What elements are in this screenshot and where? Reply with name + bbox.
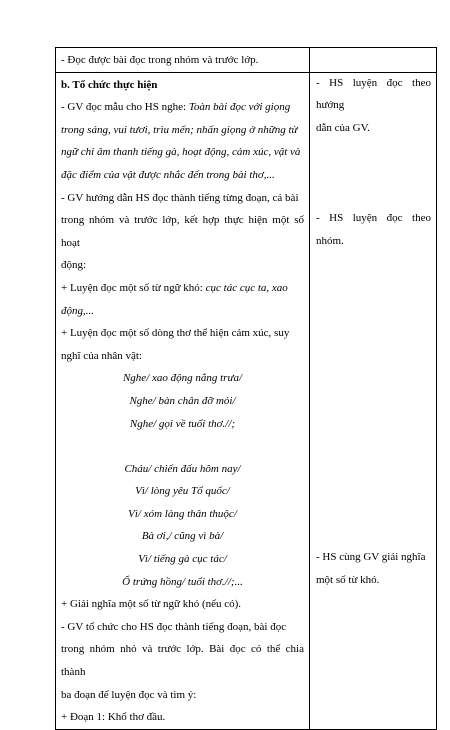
student-note-line: - HS cùng GV giải nghĩa	[316, 551, 426, 564]
paragraph-line: trong sáng, vui tươi, trìu mến; nhấn giọng ở những từ	[61, 123, 298, 136]
paragraph-line: - GV hướng dẫn HS đọc thành tiếng từng đoạn, cả bài	[61, 191, 299, 204]
paragraph-line: ngữ chỉ âm thanh tiếng gà, hoạt động, cảm xúc, vật và	[61, 146, 301, 159]
poem-line: Vì/ xóm làng thân thuộc/	[128, 507, 237, 520]
paragraph-line: + Giải nghĩa một số từ ngữ khó (nếu có).	[61, 598, 242, 611]
student-note-line: - HS luyện đọc theo hướng	[316, 76, 431, 112]
paragraph-line: + Đoạn 1: Khổ thơ đầu.	[61, 711, 166, 724]
paragraph-line: đặc điểm của vật được nhắc đến trong bài thơ,...	[61, 168, 275, 181]
student-note-line: - HS luyện đọc theo nhóm.	[316, 212, 431, 247]
poem-line: Vì/ tiếng gà cục tác/	[138, 553, 227, 566]
paragraph-line: động,...	[61, 304, 94, 317]
section-heading: b. Tổ chức thực hiện	[61, 78, 158, 91]
stanza-gap	[61, 435, 304, 458]
table-row-activity	[56, 72, 437, 729]
right-cell-objective	[310, 48, 437, 73]
objective-text: - Đọc được bài đọc trong nhóm và trước lớp.	[61, 54, 259, 66]
poem-line: Nghe/ gọi về tuổi thơ.//;	[129, 417, 236, 430]
left-cell-objective	[56, 48, 310, 73]
right-cell-student-activity	[310, 72, 437, 729]
table-row-objective	[56, 48, 437, 73]
paragraph-line: + Luyện đọc một số từ ngữ khó: cục tác cục ta, xao	[61, 281, 288, 294]
poem-line: Nghe/ xao động nắng trưa/	[122, 372, 243, 385]
lesson-table	[55, 47, 437, 730]
poem-line: Vì/ lòng yêu Tổ quốc/	[135, 485, 230, 498]
paragraph-line: động:	[61, 259, 87, 272]
student-note-line: dẫn của GV.	[316, 121, 370, 134]
paragraph-line: trong nhóm và trước lớp, kết hợp thực hiện một số hoạt	[61, 214, 304, 249]
left-cell-teacher-activity	[56, 72, 310, 729]
poem-line: Cháu/ chiến đấu hôm nay/	[124, 462, 241, 475]
paragraph-line: - GV tổ chức cho HS đọc thành tiếng đoạn, bài đọc	[61, 620, 287, 633]
paragraph-line: nghĩ của nhân vật:	[61, 349, 142, 362]
paragraph-line: ba đoạn để luyện đọc và tìm ý:	[61, 688, 197, 701]
poem-line: Nghe/ bàn chân đỡ mỏi/	[129, 394, 236, 407]
paragraph-line: trong nhóm nhỏ và trước lớp. Bài đọc có thể chia thành	[61, 643, 304, 679]
poem-line: Bà ơi,/ cũng vì bà/	[141, 530, 224, 543]
paragraph-line: - GV đọc mẫu cho HS nghe: Toàn bài đọc với giọng	[61, 101, 291, 114]
poem-line: Ổ trứng hồng/ tuổi thơ.//;...	[122, 575, 243, 588]
student-note-line: một số từ khó.	[316, 573, 380, 586]
paragraph-line: + Luyện đọc một số dòng thơ thể hiện cảm xúc, suy	[61, 327, 290, 340]
